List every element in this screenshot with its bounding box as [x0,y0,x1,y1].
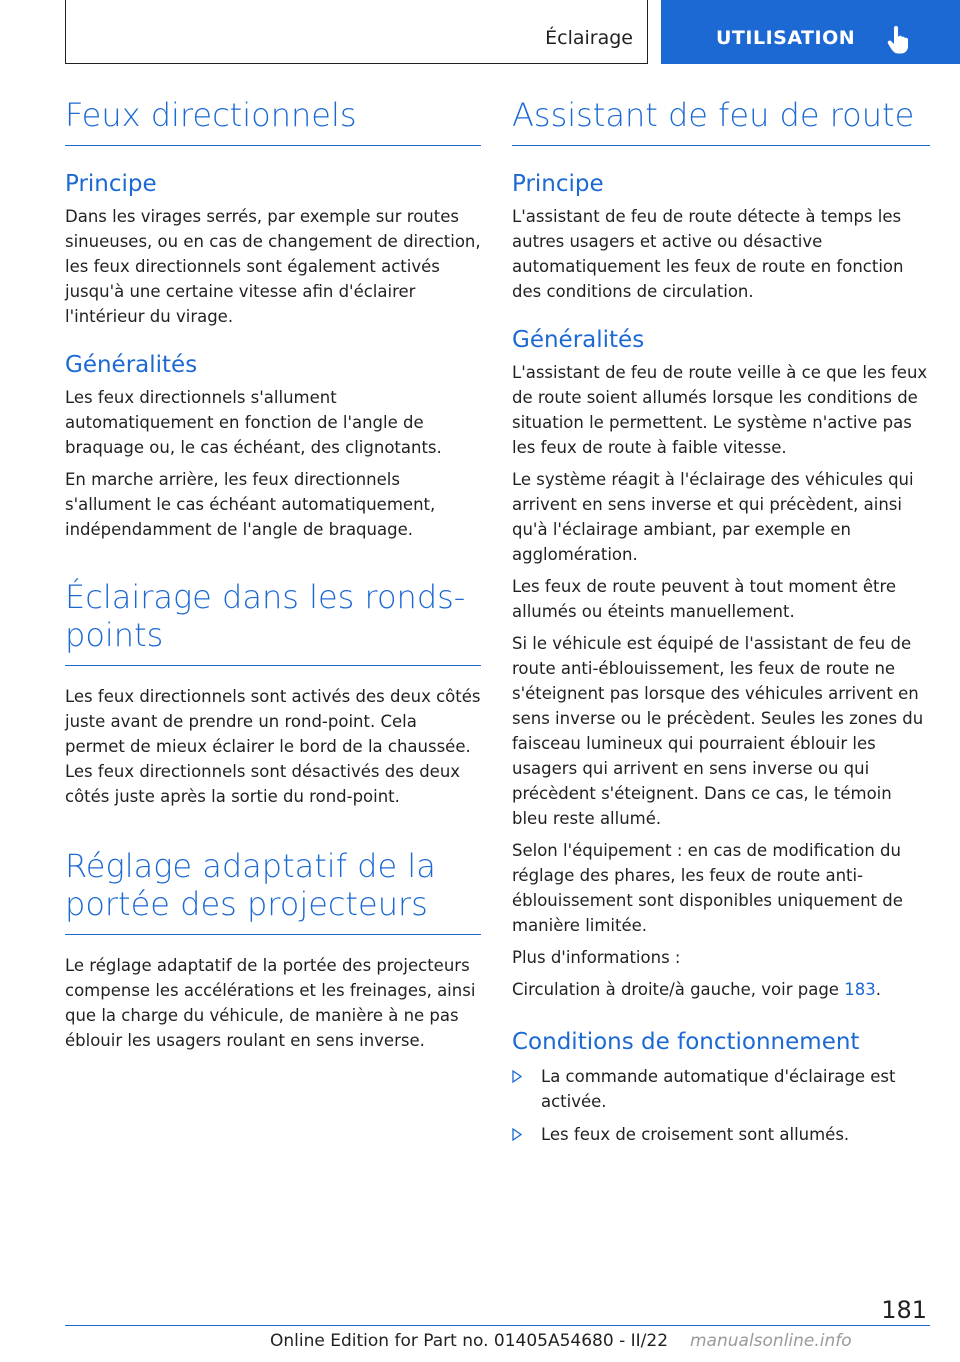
paragraph-reglage: Le réglage adaptatif de la portée des projecteurs compense les accélérations et les freinages, ainsi que la charge du véhicule, de manière à ne pas éblouir les usagers roulant en sens inverse. [65,956,476,1050]
paragraph-right-5: Selon l'équipement : en cas de modification du réglage des phares, les feux de route anti-éblouissement sont disponibles uniquement de manière limitée. [512,841,903,935]
paragraph-principe: Dans les virages serrés, par exemple sur routes sinueuses, ou en cas de changement de direction, les feux directionnels sont également activés jusqu'à une certaine vitesse afin d'éclairer l'intérieur du virage. [65,207,481,326]
list-item [512,1122,930,1147]
right-column [512,96,930,1147]
paragraph-right-3: Les feux de route peuvent à tout moment être allumés ou éteints manuellement. [512,577,897,621]
header-section-box [65,0,648,64]
left-column [65,96,481,1053]
hand-pointer-icon [887,26,913,54]
paragraph-principe-right: L'assistant de feu de route détecte à temps les autres usagers et active ou désactive automatiquement les feux de route en fonction des conditions de circulation. [512,207,904,301]
list-item [512,1064,930,1114]
footer-divider [65,1325,930,1326]
paragraph-right-1: L'assistant de feu de route veille à ce que les feux de route soient allumés lorsque les conditions de situation le permettent. Le système n'active pas les feux de route à faible vitesse. [512,363,928,457]
heading-ronds-points: Éclairage dans les ronds-points [65,578,481,666]
cross-reference-end: . [875,980,881,999]
paragraph-ronds-points: Les feux directionnels sont activés des deux côtés juste avant de prendre un rond-point. Cela permet de mieux éclairer le bord de la chaussée. Les feux directionnels sont désactivés des deux côtés juste après la sortie du rond-point. [65,687,481,806]
triangle-bullet-icon [512,1070,522,1083]
header-chapter-tab[interactable] [661,0,960,64]
list-item-text: Les feux de croisement sont allumés. [541,1125,850,1144]
subheading-generalites: Généralités [65,352,198,378]
paragraph-generalites-1: Les feux directionnels s'allument automatiquement en fonction de l'angle de braquage ou, le cas échéant, des clignotants. [65,388,442,457]
subheading-generalites-right: Généralités [512,327,645,353]
cross-reference-text: Circulation à droite/à gauche, voir page [512,980,845,999]
page-link-183[interactable]: 183 [844,980,876,999]
conditions-list [512,1064,930,1147]
subheading-principe: Principe [65,171,157,197]
paragraph-cross-reference [512,977,930,1002]
heading-feux-directionnels: Feux directionnels [65,96,481,146]
footer-edition: Online Edition for Part no. 01405A54680 - II/22 [270,1331,669,1351]
heading-assistant-feu-de-route: Assistant de feu de route [512,96,930,146]
list-item-text: La commande automatique d'éclairage est activée. [541,1067,896,1111]
header-chapter-label: UTILISATION [716,27,856,49]
paragraph-generalites-2: En marche arrière, les feux directionnels s'allument le cas échéant automatiquement, indépendamment de l'angle de braquage. [65,470,436,539]
triangle-bullet-icon [512,1128,522,1141]
paragraph-right-6: Plus d'informations : [512,948,681,967]
paragraph-right-2: Le système réagit à l'éclairage des véhicules qui arrivent en sens inverse et qui précèdent, ainsi qu'à l'éclairage ambiant, par exemple en agglomération. [512,470,914,564]
subheading-conditions: Conditions de fonctionnement [512,1029,860,1055]
subheading-principe-right: Principe [512,171,604,197]
heading-reglage-adaptatif: Réglage adaptatif de la portée des projecteurs [65,847,481,935]
header-section-label: Éclairage [545,27,633,49]
page-number: 181 [881,1296,927,1324]
watermark-logo: manualsonline.info [690,1331,852,1351]
paragraph-right-4: Si le véhicule est équipé de l'assistant de feu de route anti-éblouissement, les feux de route ne s'éteignent pas lorsque des véhicules arrivent en sens inverse ou le précèdent. Seules les zones du faisceau lumineux qui pourraient éblouir les usagers qui arrivent en sens inverse ou qui précèdent s'éteignent. Dans ce cas, le témoin bleu reste allumé. [512,634,924,828]
